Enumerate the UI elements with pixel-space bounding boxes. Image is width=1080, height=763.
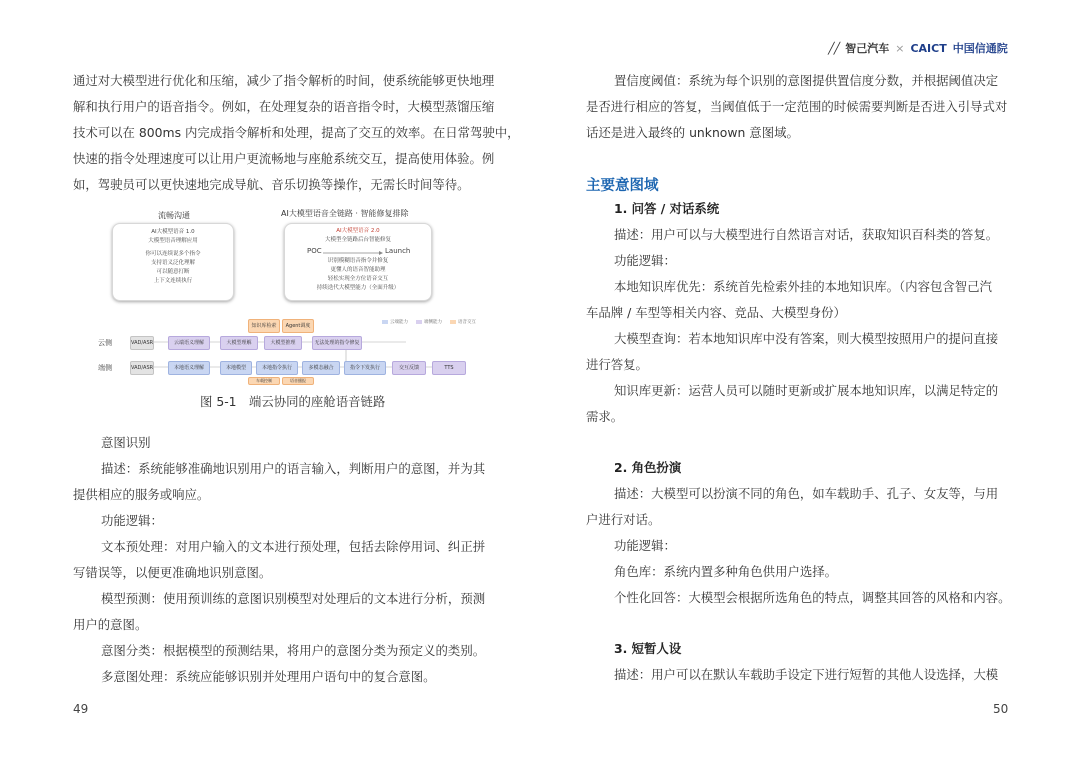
page-number-left: 49 [73,702,89,716]
paragraph-line: 写错误等，以便更准确地识别意图。 [73,565,272,580]
flow-connectors [96,205,480,383]
flow-node: 本地语义理解 [168,361,210,375]
paragraph-line: 大模型查询：若本地知识库中没有答案，则大模型按照用户的提问直接 [614,331,999,346]
flow-node: TTS [432,361,466,375]
panel-line: 持续迭代大模型能力（全面升级） [316,285,400,291]
paragraph-line: 本地知识库优先：系统首先检索外挂的本地知识库。（内容包含智己汽 [614,279,992,294]
zhiji-logo-icon: ╱╱ [828,41,840,55]
panel-line: AI大模型语音 1.0 [151,229,195,235]
poc-label: POC [307,247,322,255]
flow-node: Agent调度 [282,319,314,333]
section-heading: 主要意图域 [586,178,659,194]
flow-node: 本地模型 [220,361,252,375]
paragraph-line: 功能逻辑： [614,253,676,268]
paragraph-line: 进行答复。 [586,357,648,372]
flow-node: 大模型推理 [264,336,302,350]
paragraph-line: 提供相应的服务或响应。 [73,487,210,502]
paragraph-line: 户进行对话。 [586,512,661,527]
panel-line: 识别模糊语音指令并修复 [327,258,389,264]
paragraph-line: 多意图处理：系统应能够识别并处理用户语句中的复合意图。 [101,669,436,684]
cross-separator: × [895,41,905,55]
paragraph-line: 描述：用户可以与大模型进行自然语言对话，获取知识百科类的答复。 [614,227,999,242]
subsection-heading: 2. 角色扮演 [614,460,682,475]
paragraph-line: 置信度阈值：系统为每个识别的意图提供置信度分数，并根据阈值决定 [614,73,999,88]
paragraph-line: 模型预测：使用预训练的意图识别模型对处理后的文本进行分析，预测 [101,591,486,606]
paragraph-line: 技术可以在 800ms 内完成指令解析和处理，提高了交互的效率。在日常驾驶中， [73,125,520,140]
paragraph-line: 文本预处理：对用户输入的文本进行预处理，包括去除停用词、纠正拼 [101,539,486,554]
flow-node: 大模型理解 [220,336,258,350]
paragraph-line: 如，驾驶员可以更快速地完成导航、音乐切换等操作，无需长时间等待。 [73,177,470,192]
panel-line: 可以随意打断 [156,269,190,275]
paragraph-line: 车品牌 / 车型等相关内容、竞品、大模型身份） [586,305,846,320]
flow-node: 本地指令执行 [256,361,298,375]
flow-node: 车载控制 [248,377,280,385]
paragraph-line: 功能逻辑： [614,538,676,553]
paragraph-line: 需求。 [586,409,624,424]
caict-logo: CAICT [910,41,947,55]
paragraph-line: 话还是进入最终的 unknown 意图域。 [586,125,799,140]
flow-node: VAD/ASR [130,336,154,350]
figure-title-right: AI大模型语音全链路 · 智能修复排除 [281,209,409,218]
panel-line: 更懂人的语音智能助理 [330,267,386,273]
flow-node: 语音播报 [282,377,314,385]
legend-item: 云端能力 [382,319,408,325]
flow-node: 多模态融合 [302,361,340,375]
paragraph-line: 意图分类：根据模型的预测结果，将用户的意图分类为预定义的类别。 [101,643,486,658]
zhiji-brand-name: 智己汽车 [845,42,890,55]
panel-line: 轻松实现全方位语音交互 [327,276,389,282]
panel-line: 上下文连续执行 [153,278,193,284]
paragraph-line: 意图识别 [101,435,151,450]
subsection-heading: 1. 问答 / 对话系统 [614,201,720,216]
row-label-edge: 端侧 [98,364,112,372]
row-label-cloud: 云侧 [98,339,112,347]
paragraph-line: 通过对大模型进行优化和压缩，减少了指令解析的时间，使系统能够更快地理 [73,73,495,88]
subsection-heading: 3. 短暂人设 [614,641,682,656]
paragraph-line: 用户的意图。 [73,617,148,632]
caict-cn-name: 中国信通院 [952,42,1008,55]
figure-title-left: 流畅沟通 [158,211,190,220]
flow-node: 知识库检索 [248,319,280,333]
panel-line: 支持语义泛化理解 [150,260,195,266]
right-page-body [540,0,1080,763]
figure-caption: 图 5-1 端云协同的座舱语音链路 [200,394,386,409]
page-number-right: 50 [993,702,1009,716]
paragraph-line: 个性化回答：大模型会根据所选角色的特点，调整其回答的风格和内容。 [614,590,1011,605]
flow-node: VAD/ASR [130,361,154,375]
panel-version: AI大模型语音 2.0 [336,228,380,234]
paragraph-line: 描述：用户可以在默认车载助手设定下进行短暂的其他人设选择，大模 [614,667,999,682]
paragraph-line: 知识库更新：运营人员可以随时更新或扩展本地知识库，以满足特定的 [614,383,999,398]
paragraph-line: 描述：系统能够准确地识别用户的语言输入，判断用户的意图，并为其 [101,461,486,476]
paragraph-line: 角色库：系统内置多种角色供用户选择。 [614,564,838,579]
panel-line: 大模型语音理解应用 [148,238,198,244]
flow-node: 指令下发执行 [344,361,386,375]
figure-voice-chain [96,205,480,383]
paragraph-line: 是否进行相应的答复，当阈值低于一定范围的时候需要判断是否进入引导式对 [586,99,1008,114]
panel-subtitle: 大模型全链路后台智能修复 [324,237,391,243]
paragraph-line: 解和执行用户的语音指令。例如，在处理复杂的语音指令时，大模型蒸馏压缩 [73,99,495,114]
panel-line: 你可以连续说多个指令 [145,251,201,257]
flow-node: 无法处理的指令修复 [312,336,362,350]
flow-node: 交互反馈 [392,361,426,375]
legend-item: 语音交互 [450,319,476,325]
legend-item: 端侧能力 [416,319,442,325]
paragraph-line: 功能逻辑： [101,513,163,528]
launch-label: Launch [385,247,411,255]
paragraph-line: 快速的指令处理速度可以让用户更流畅地与座舱系统交互，提高使用体验。例 [73,151,495,166]
flow-node: 云端语义理解 [168,336,210,350]
paragraph-line: 描述：大模型可以扮演不同的角色，如车载助手、孔子、女友等，与用 [614,486,999,501]
